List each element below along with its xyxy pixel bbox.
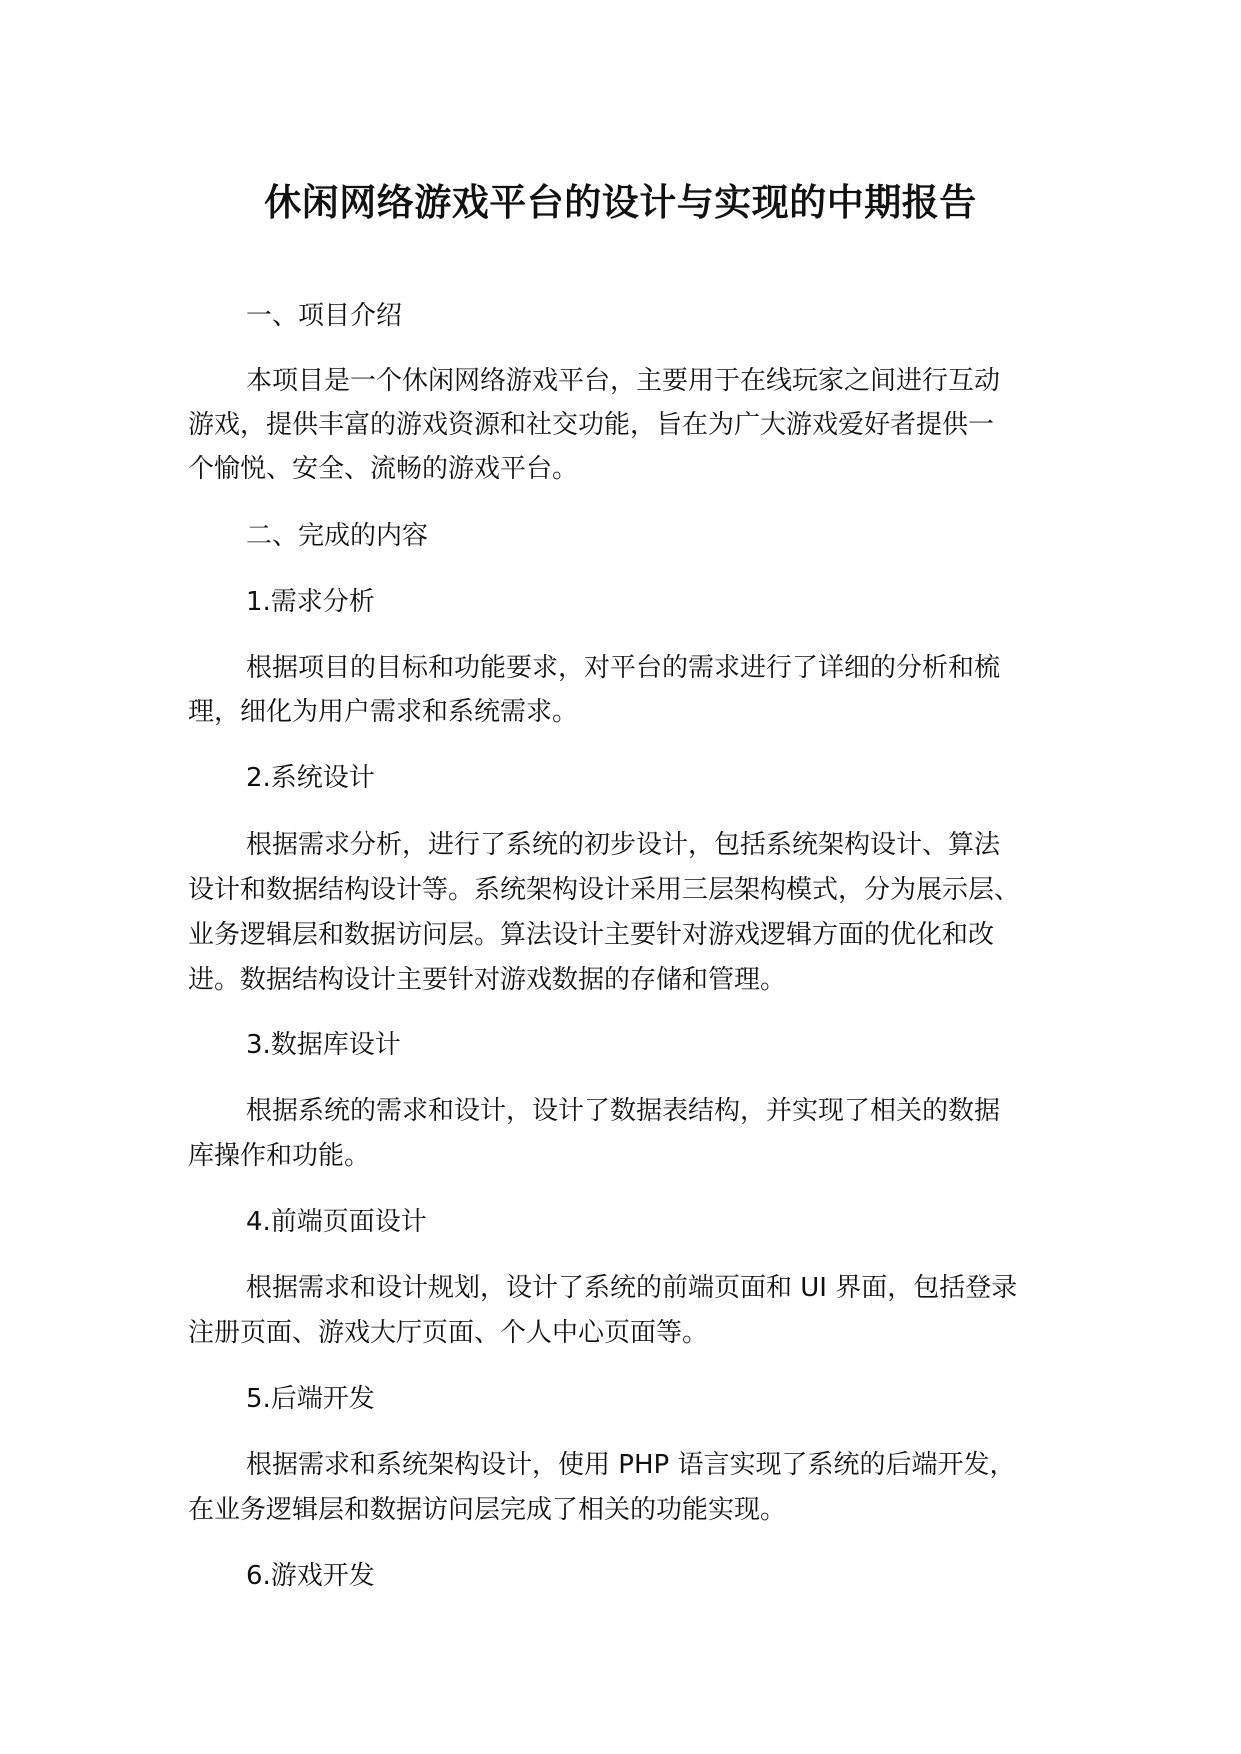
subsection-heading-system-design: 2.系统设计: [246, 763, 375, 793]
paragraph-line: 设计和数据结构设计等。系统架构设计采用三层架构模式，分为展示层、: [188, 875, 1021, 905]
document-title: 休闲网络游戏平台的设计与实现的中期报告: [264, 181, 977, 224]
paragraph-line: 根据系统的需求和设计，设计了数据表结构，并实现了相关的数据: [246, 1096, 1001, 1126]
paragraph-line: 进。数据结构设计主要针对游戏数据的存储和管理。: [188, 965, 787, 995]
subsection-heading-backend: 5.后端开发: [246, 1384, 375, 1414]
section-heading-intro: 一、项目介绍: [246, 301, 403, 331]
paragraph-line: 本项目是一个休闲网络游戏平台，主要用于在线玩家之间进行互动: [246, 366, 1001, 396]
paragraph-line: 根据需求和系统架构设计，使用 PHP 语言实现了系统的后端开发，: [246, 1450, 1016, 1480]
paragraph-line: 业务逻辑层和数据访问层。算法设计主要针对游戏逻辑方面的优化和改: [188, 920, 995, 950]
paragraph-line: 游戏，提供丰富的游戏资源和社交功能，旨在为广大游戏爱好者提供一: [188, 410, 995, 440]
paragraph-line: 个愉悦、安全、流畅的游戏平台。: [188, 454, 579, 484]
subsection-heading-frontend: 4.前端页面设计: [246, 1207, 427, 1237]
paragraph-line: 理，细化为用户需求和系统需求。: [188, 697, 579, 727]
paragraph-line: 库操作和功能。: [188, 1141, 371, 1171]
subsection-heading-database: 3.数据库设计: [246, 1030, 401, 1060]
subsection-heading-game-dev: 6.游戏开发: [246, 1561, 375, 1591]
paragraph-line: 根据需求和设计规划，设计了系统的前端页面和 UI 界面，包括登录: [246, 1273, 1018, 1303]
section-heading-completed: 二、完成的内容: [246, 521, 429, 551]
paragraph-line: 根据项目的目标和功能要求，对平台的需求进行了详细的分析和梳: [246, 653, 1001, 683]
paragraph-line: 在业务逻辑层和数据访问层完成了相关的功能实现。: [188, 1495, 787, 1525]
paragraph-line: 注册页面、游戏大厅页面、个人中心页面等。: [188, 1318, 709, 1348]
subsection-heading-requirements: 1.需求分析: [246, 587, 375, 617]
paragraph-line: 根据需求分析，进行了系统的初步设计，包括系统架构设计、算法: [246, 830, 1001, 860]
